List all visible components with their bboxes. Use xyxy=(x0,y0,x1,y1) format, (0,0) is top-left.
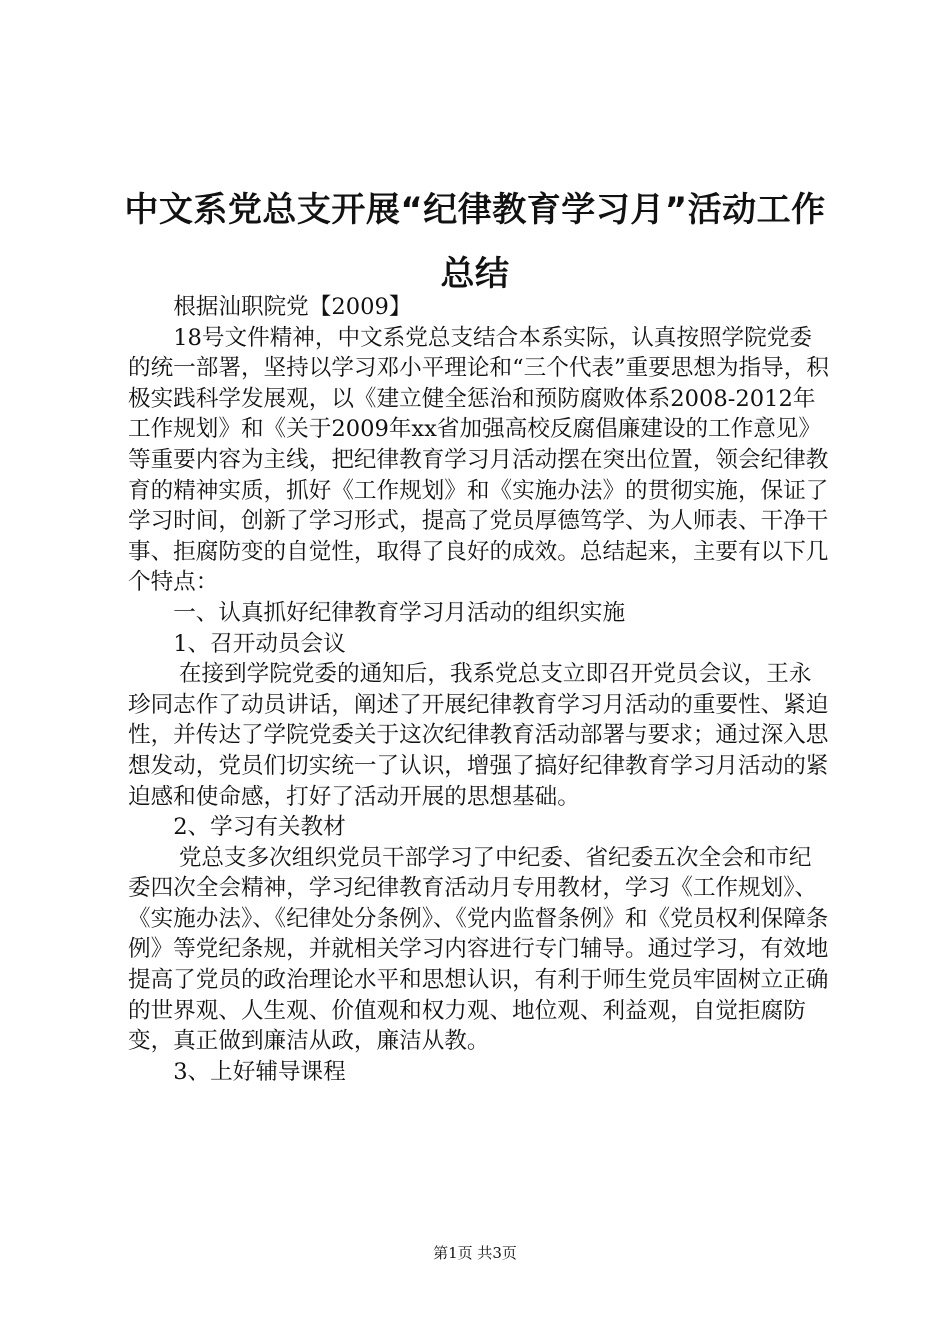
paragraph-basis: 根据汕职院党【2009】 xyxy=(173,294,412,320)
paragraph-study-materials: 党总支多次组织党员干部学习了中纪委、省纪委五次全会和市纪委四次全会精神，学习纪律教育活动月专用教材，学习《工作规划》、《实施办法》、《纪律处分条例》、《党内监督条例》和《党员权利保障条例》等党纪条规，并就相关学习内容进行专门辅导。通过学习，有效地提高了党员的政治理论水平和思想认识，有利于师生党员牢固树立正确的世界观、人生观、价值观和权力观、地位观、利益观，自觉拒腐防变，真正做到廉洁从政，廉洁从教。 xyxy=(128,844,829,1055)
subheading-study-materials: 2、学习有关教材 xyxy=(173,814,346,841)
document-body xyxy=(128,292,834,1087)
subheading-guidance-courses: 3、上好辅导课程 xyxy=(173,1058,346,1085)
paragraph-mobilization-meeting: 在接到学院党委的通知后，我系党总支立即召开党员会议，王永珍同志作了动员讲话，阐述了开展纪律教育学习月活动的重要性、紧迫性，并传达了学院党委关于这次纪律教育活动部署与要求；通过深入思想发动，党员们切实统一了认识，增强了搞好纪律教育学习月活动的紧迫感和使命感，打好了活动开展的思想基础。 xyxy=(128,661,829,810)
subheading-mobilization-meeting: 1、召开动员会议 xyxy=(173,630,346,657)
page-number: 第1页 共3页 xyxy=(433,1244,517,1262)
section-heading-organization: 一、认真抓好纪律教育学习月活动的组织实施 xyxy=(173,599,626,626)
paragraph-introduction: 18号文件精神，中文系党总支结合本系实际，认真按照学院党委的统一部署，坚持以学习邓小平理论和“三个代表”重要思想为指导，积极实践科学发展观，以《建立健全惩治和预防腐败体系2008-2012年工作规划》和《关于2009年xx省加强高校反腐倡廉建设的工作意见》等重要内容为主线，把纪律教育学习月活动摆在突出位置，领会纪律教育的精神实质，抓好《工作规划》和《实施办法》的贯彻实施，保证了学习时间，创新了学习形式，提高了党员厚德笃学、为人师表、干净干事、拒腐防变的自觉性，取得了良好的成效。总结起来，主要有以下几个特点： xyxy=(128,324,829,596)
document-title: 中文系党总支开展“纪律教育学习月”活动工作总结 xyxy=(124,190,826,294)
